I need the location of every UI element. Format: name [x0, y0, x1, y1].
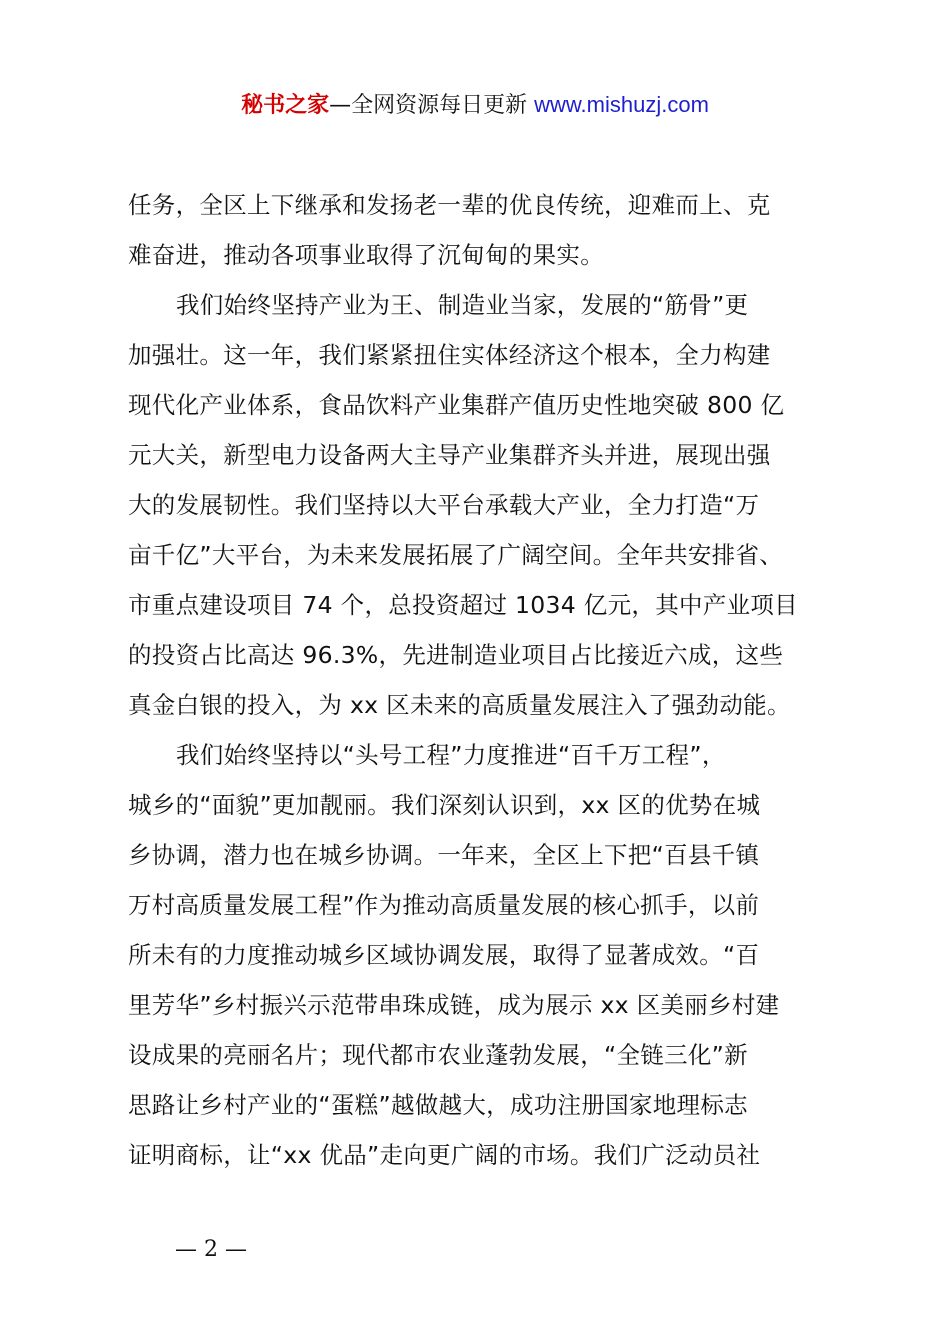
page-number: — 2 —: [175, 1237, 247, 1262]
document-body: [128, 180, 833, 1180]
banner-tagline: —全网资源每日更新: [329, 93, 535, 118]
text-line: 证明商标，让“xx 优品”走向更广阔的市场。我们广泛动员社: [128, 1141, 761, 1169]
text-line: 现代化产业体系，食品饮料产业集群产值历史性地突破 800 亿: [128, 391, 785, 419]
text-line: 城乡的“面貌”更加靓丽。我们深刻认识到，xx 区的优势在城: [128, 791, 761, 819]
paragraph-start-line: 我们始终坚持产业为王、制造业当家，发展的“筋骨”更: [176, 291, 749, 319]
text-line: 元大关，新型电力设备两大主导产业集群齐头并进，展现出强: [128, 441, 771, 469]
text-line: 亩千亿”大平台，为未来发展拓展了广阔空间。全年共安排省、: [128, 541, 784, 569]
text-line: 市重点建设项目 74 个，总投资超过 1034 亿元，其中产业项目: [128, 591, 798, 619]
text-line: 加强壮。这一年，我们紧紧扭住实体经济这个根本，全力构建: [128, 341, 771, 369]
text-line: 的投资占比高达 96.3%，先进制造业项目占比接近六成，这些: [128, 641, 784, 669]
site-url-link[interactable]: www.mishuzj.com: [534, 92, 709, 117]
site-banner: [0, 88, 950, 123]
text-line: 设成果的亮丽名片；现代都市农业蓬勃发展，“全链三化”新: [128, 1041, 748, 1069]
text-line: 万村高质量发展工程”作为推动高质量发展的核心抓手，以前: [128, 891, 760, 919]
text-line: 大的发展韧性。我们坚持以大平台承载大产业，全力打造“万: [128, 491, 760, 519]
text-line: 任务，全区上下继承和发扬老一辈的优良传统，迎难而上、克: [128, 191, 771, 219]
text-line: 难奋进，推动各项事业取得了沉甸甸的果实。: [128, 241, 604, 269]
text-line: 里芳华”乡村振兴示范带串珠成链，成为展示 xx 区美丽乡村建: [128, 991, 780, 1019]
text-line: 所未有的力度推动城乡区域协调发展，取得了显著成效。“百: [128, 941, 760, 969]
text-line: 乡协调，潜力也在城乡协调。一年来，全区上下把“百县千镇: [128, 841, 760, 869]
paragraph-start-line: 我们始终坚持以“头号工程”力度推进“百千万工程”，: [176, 741, 726, 769]
text-line: 思路让乡村产业的“蛋糕”越做越大，成功注册国家地理标志: [128, 1091, 748, 1119]
brand-name: 秘书之家: [241, 93, 330, 118]
text-line: 真金白银的投入，为 xx 区未来的高质量发展注入了强劲动能。: [128, 691, 791, 719]
